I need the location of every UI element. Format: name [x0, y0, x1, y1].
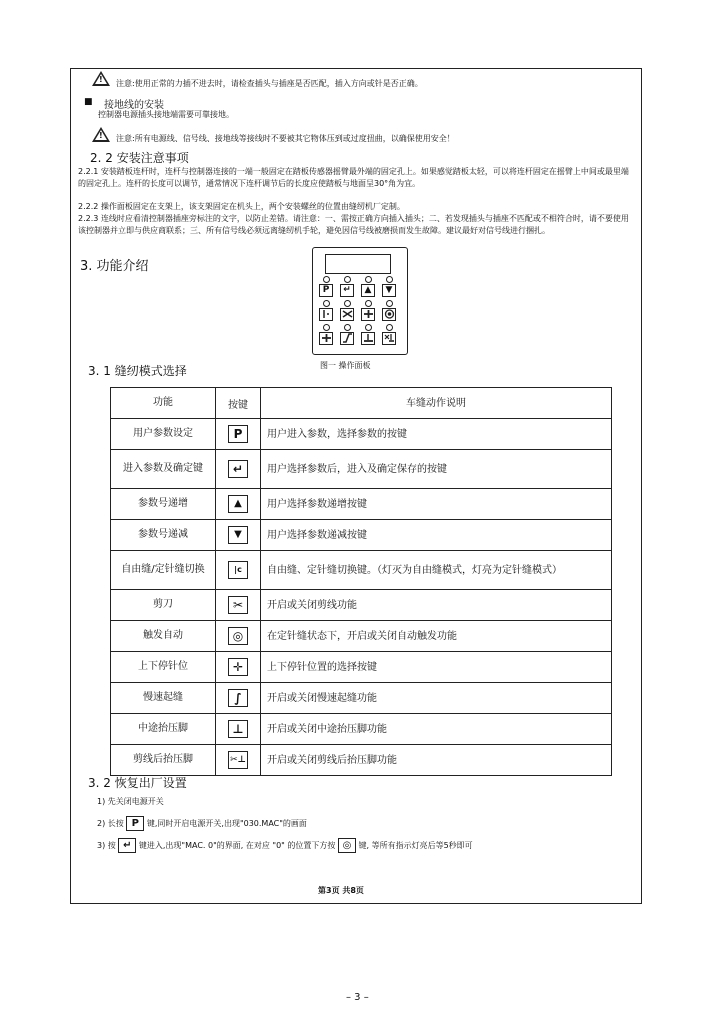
table-row — [111, 621, 612, 652]
enter-key-icon: ↵ — [118, 838, 136, 853]
panel-led — [344, 324, 351, 331]
panel-led — [365, 300, 372, 307]
table-cell-function: 剪线后抬压脚 — [111, 745, 216, 776]
panel-key-auto[interactable] — [382, 308, 396, 321]
bottom-page-number: – 3 – — [346, 992, 369, 1003]
ground-text: 控制器电源插头接地端需要可靠接地。 — [98, 110, 234, 119]
table-cell-function: 触发自动 — [111, 621, 216, 652]
table-cell-description: 开启或关闭剪线功能 — [261, 590, 612, 621]
panel-key-slow-start[interactable] — [340, 332, 354, 345]
table-cell-function: 参数号递增 — [111, 489, 216, 520]
panel-led — [344, 300, 351, 307]
paragraph-2-2-3: 2.2.3 连线时应看清控制器插座旁标注的文字，以防止差错。请注意：一、需按正确方向插入插头；二、若发现插头与插座不匹配或不相符合时，请不要使用该控制器并立即与供应商联系；三、所有信号线必须远离缝纫机手轮，避免因信号线被磨损而发生故障。建议最好对信号线进行捆扎。 — [78, 214, 629, 235]
presser-foot-key-icon: ⊥ — [228, 720, 248, 738]
panel-display — [325, 254, 391, 274]
ground-title: 接地线的安装 — [104, 100, 164, 111]
panel-caption: 图一 操作面板 — [320, 361, 371, 370]
panel-led — [323, 300, 330, 307]
panel-led — [386, 300, 393, 307]
step-3-text: 键进入,出现"MAC. 0"的界面, 在对应 "0" 的位置下方按 — [138, 841, 336, 850]
table-cell-description: 用户选择参数递减按键 — [261, 520, 612, 551]
table-row — [111, 652, 612, 683]
needle-position-key-icon: ✛ — [228, 658, 248, 676]
panel-led — [344, 276, 351, 283]
step-1: 1) 先关闭电源开关 — [97, 797, 164, 806]
table-cell-description: 用户选择参数后，进入及确定保存的按键 — [261, 450, 612, 489]
table-cell-description: 上下停针位置的选择按键 — [261, 652, 612, 683]
table-cell-description: 开启或关闭中途抬压脚功能 — [261, 714, 612, 745]
presser-foot-icon — [363, 333, 374, 343]
section-2-2-title: 2. 2 安装注意事项 — [90, 151, 189, 165]
paragraph-2-2-2: 2.2.2 操作面板固定在支架上，该支架固定在机头上，两个安装螺丝的位置由缝纫机厂定制。 — [78, 202, 405, 211]
table-row — [111, 419, 612, 450]
fixed-stitch-icon — [321, 309, 332, 319]
table-cell-function: 剪刀 — [111, 590, 216, 621]
warning-exclamation: ! — [99, 75, 103, 84]
section-3-title: 3. 功能介绍 — [80, 259, 149, 274]
slow-start-icon — [342, 333, 353, 343]
table-row — [111, 714, 612, 745]
table-cell-function: 用户参数设定 — [111, 419, 216, 450]
table-cell-function: 中途抬压脚 — [111, 714, 216, 745]
trim-presser-icon — [384, 333, 395, 343]
table-row — [111, 520, 612, 551]
table-row — [111, 450, 612, 489]
up-key-icon: ▲ — [228, 495, 248, 513]
p-key-icon: P — [126, 816, 144, 831]
panel-key-up[interactable]: ▲ — [361, 284, 375, 297]
trim-presser-key-icon: ✂⊥ — [228, 751, 248, 769]
panel-led — [365, 324, 372, 331]
panel-key-needle-up-down[interactable] — [319, 332, 333, 345]
table-cell-function: 上下停针位 — [111, 652, 216, 683]
enter-key-icon: ↵ — [228, 460, 248, 478]
auto-trigger-key-icon: ◎ — [338, 838, 356, 853]
warning-exclamation: ! — [99, 131, 103, 140]
table-cell-description: 开启或关闭慢速起缝功能 — [261, 683, 612, 714]
footer-page-number: 第3页 共8页 — [318, 886, 364, 895]
needle-position-icon — [363, 309, 374, 319]
table-cell-function: 慢速起缝 — [111, 683, 216, 714]
panel-key-fixed-stitch[interactable] — [319, 308, 333, 321]
table-cell-description: 在定针缝状态下，开启或关闭自动触发功能 — [261, 621, 612, 652]
operation-panel — [312, 247, 408, 355]
warning-text-2: 注意:所有电源线、信号线、接地线等接线时不要被其它物体压到或过度扭曲，以确保使用安全！ — [116, 134, 455, 143]
p-key-icon: P — [228, 425, 248, 443]
table-header: 车缝动作说明 — [261, 388, 612, 419]
table-row — [111, 745, 612, 776]
panel-led — [323, 276, 330, 283]
step-2-text: 键,同时开启电源开关,出现"030.MAC"的画面 — [146, 819, 307, 828]
table-cell-description: 自由缝、定针缝切换键。（灯灭为自由缝模式，灯亮为定针缝模式） — [261, 551, 612, 590]
table-cell-function: 参数号递减 — [111, 520, 216, 551]
fixed-stitch-key-icon: |c — [228, 561, 248, 579]
panel-key-down[interactable]: ▼ — [382, 284, 396, 297]
panel-key-p[interactable]: P — [319, 284, 333, 297]
table-header: 功能 — [111, 388, 216, 419]
step-3-prefix: 3) 按 — [97, 841, 116, 850]
panel-led — [323, 324, 330, 331]
section-3-2-title: 3. 2 恢复出厂设置 — [88, 776, 187, 790]
table-cell-description: 用户选择参数递增按键 — [261, 489, 612, 520]
panel-key-presser[interactable] — [361, 332, 375, 345]
table-row — [111, 551, 612, 590]
step-2-prefix: 2) 长按 — [97, 819, 124, 828]
panel-key-enter[interactable]: ↵ — [340, 284, 354, 297]
table-row — [111, 590, 612, 621]
down-key-icon: ▼ — [228, 526, 248, 544]
panel-led — [365, 276, 372, 283]
slow-start-key-icon: ∫ — [228, 689, 248, 707]
section-3-1-title: 3. 1 缝纫模式选择 — [88, 364, 187, 378]
needle-up-down-icon — [321, 333, 332, 343]
scissors-key-icon: ✂ — [228, 596, 248, 614]
panel-led — [386, 276, 393, 283]
table-cell-function: 进入参数及确定键 — [111, 450, 216, 489]
scissors-icon — [342, 309, 353, 319]
warning-text-1: 注意:使用正常的力插不进去时，请检查插头与插座是否匹配，插入方向或针是否正确。 — [116, 79, 423, 88]
panel-key-needle[interactable] — [361, 308, 375, 321]
auto-trigger-icon — [384, 309, 395, 319]
panel-key-scissors[interactable] — [340, 308, 354, 321]
table-cell-description: 用户进入参数，选择参数的按键 — [261, 419, 612, 450]
table-cell-description: 开启或关闭剪线后抬压脚功能 — [261, 745, 612, 776]
table-row — [111, 683, 612, 714]
paragraph-2-2-1: 2.2.1 安装踏板连杆时，连杆与控制器连接的一端一般固定在踏板传感器摇臂最外端的固定孔上。如果感觉踏板太轻，可以将连杆固定在摇臂上中间或最里端的固定孔上。连杆的长度可以调节，通常情况下连杆调节后的长度应使踏板与地面呈30°角为宜。 — [78, 167, 629, 188]
auto-trigger-key-icon: ◎ — [228, 627, 248, 645]
step-3-suffix: 键, 等所有指示灯亮后等5秒即可 — [358, 841, 473, 850]
table-cell-function: 自由缝/定针缝切换 — [111, 551, 216, 590]
bullet-square: ■ — [84, 97, 93, 107]
table-row — [111, 489, 612, 520]
step-3 — [97, 838, 473, 853]
function-table — [110, 387, 612, 776]
step-2 — [97, 816, 307, 831]
table-header-row — [111, 388, 612, 419]
panel-led — [386, 324, 393, 331]
panel-key-trim-presser[interactable] — [382, 332, 396, 345]
table-header: 按键 — [216, 388, 261, 419]
